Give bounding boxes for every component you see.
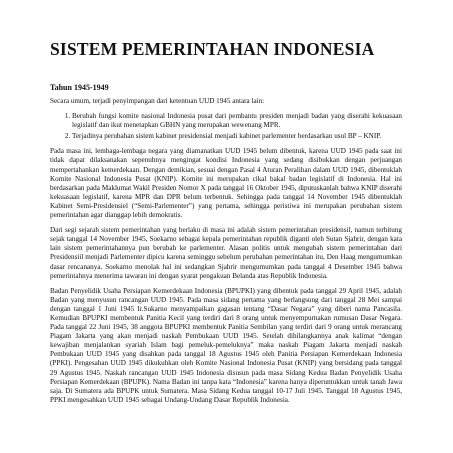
intro-paragraph: Secara umum, terjadi penyimpangan dari ketentuan UUD 1945 antara lain: [50, 97, 265, 105]
body-paragraph: Badan Penyelidik Usaha Persiapan Kemerdekaan Indonesia (BPUPKI) yang dibentuk pada tanggal 29 April 1945, adalah Badan yang menyusun rancangan UUD 1945. Pada masa sidang pertama yang berlangsung dari tanggal 28 Mei sampai dengan tanggal 1 Juni 1945 Ir.Sukarno menyampaikan gagasan tentang “Dasar Negara” yang diberi nama Pancasila. Kemudian BPUPKI membentuk Panitia Kecil yang terdiri dari 8 orang untuk menyempurnakan rumusan Dasar Negara. Pada tanggal 22 Juni 1945, 38 anggota BPUPKI membentuk Panitia Sembilan yang terdiri dari 9 orang untuk merancang Piagam Jakarta yang akan menjadi naskah Pembukaan UUD 1945. Setelah dihilangkannya anak kalimat “dengan kewajiban menjalankan syariah Islam bagi pemeluk-pemeluknya” maka naskah Piagam Jakarta menjadi naskah Pembukaan UUD 1945 yang disahkan pada tanggal 18 Agustus 1945 oleh Panitia Persiapan Kemerdekaan Indonesia (PPKI). Pengesahan UUD 1945 dikukuhkan oleh Komite Nasional Indonesia Pusat (KNIP) yang bersidang pada tanggal 29 Agustus 1945. Naskah rancangan UUD 1945 Indonesia disusun pada masa Sidang Kedua Badan Penyelidik Usaha Persiapan Kemerdekaan (BPUPK). Nama Badan ini tanpa kata “Indonesia” karena hanya diperuntukkan untuk tanah Jawa saja. Di Sumatera ada BPUPK untuk Sumatera. Masa Sidang Kedua tanggal 10-17 Juli 1945. Tanggal 18 Agustus 1945, PPKI mengesahkan UUD 1945 sebagai Undang-Undang Dasar Republik Indonesia. [50, 286, 402, 404]
deviation-list [50, 112, 402, 141]
period-heading: Tahun 1945-1949 [50, 83, 109, 92]
body-paragraph: Pada masa ini, lembaga-lembaga negara yang diamanatkan UUD 1945 belum dibentuk, karena UUD 1945 pada saat ini tidak dapat dilaksanakan sepenuhnya mengingat kondisi Indonesia yang sedang disibukkan dengan perjuangan mempertahankan kemerdekaan. Dengan demikian, sesuai dengan Pasal 4 Aturan Peralihan dalam UUD 1945, dibentuklah Komite Nasional Indonesia Pusat (KNIP). Komite ini merupakan cikal bakal badan legislatif di Indonesia. Hal ini berdasarkan pada Maklumat Wakil Presiden Nomor X pada tanggal 16 Oktober 1945, diputuskanlah bahwa KNIP diserahi kekuasaan legislatif, karena MPR dan DPR belum terbentuk. Sehingga pada tanggal 14 November 1945 dibentuklah Kabinet Semi-Presidensiel (“Semi-Parlementer”) yang pertama, sehingga peristiwa ini merupakan perubahan sistem pemerintahan agar dianggap lebih demokratis. [50, 147, 402, 220]
document-title: SISTEM PEMERINTAHAN INDONESIA [50, 39, 375, 59]
document-body [50, 97, 402, 411]
list-item: 2. Terjadinya perubahan sistem kabinet presidensial menjadi kabinet parlementer berdasarkan usul BP – KNIP. [72, 132, 402, 141]
body-paragraph: Dari segi sejarah sistem pemerintahan yang berlaku di masa ini adalah sistem pemerintahan presidensil, namun terhitung sejak tanggal 14 November 1945, Soekarno sebagai kepala pemerintahan republik diganti oleh Sutan Sjahrir, dengan kata lain sistem pemerintahannya pun berubah ke parlementer. Alasan politis untuk mengubah sistem pemerintahan dari Presidensiil menjadi Parlementer dipicu karena seminggu sebelum perubahan pemerintahan itu, Den Haag mengumumkan dasar rencananya. Soekarno menolak hal ini sedangkan Sjahrir mengumumkan pada tanggal 4 Desember 1945 bahwa pemerintahnya menerima tawaran ini dengan syarat pengakuan Belanda atas Republik Indonesia. [50, 226, 402, 280]
list-item: 1. Berubah fungsi komite nasional Indonesia pusat dari pembantu presiden menjadi badan yang diserahi kekuasaan legislatif dan ikut menetapkan GBHN yang merupakan wewenang MPR. [72, 112, 402, 130]
